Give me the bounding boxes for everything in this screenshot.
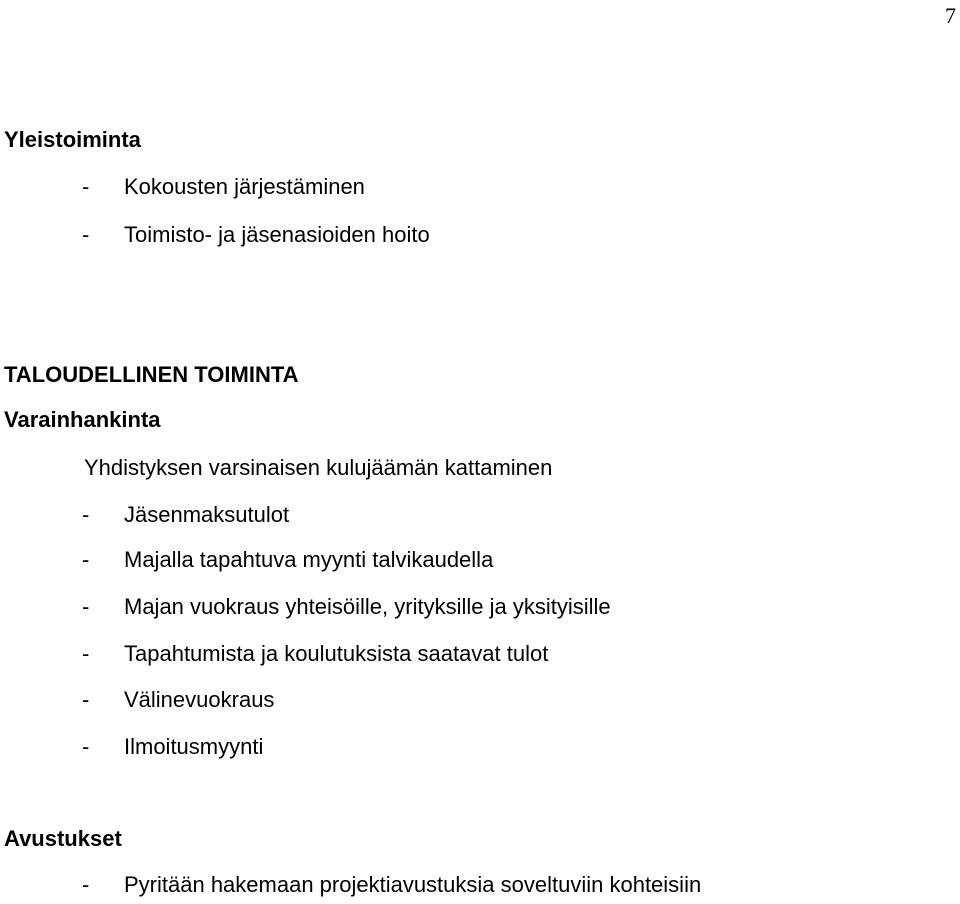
bullet-dash: - xyxy=(82,222,90,247)
list-item-text: Toimisto- ja jäsenasioiden hoito xyxy=(124,222,430,247)
section-title-avustukset: Avustukset xyxy=(4,826,122,851)
subsection-title-varainhankinta: Varainhankinta xyxy=(4,407,161,432)
list-item-text: Kokousten järjestäminen xyxy=(124,174,365,199)
bullet-dash: - xyxy=(82,687,90,712)
list-item-text: Majan vuokraus yhteisöille, yrityksille ja yksityisille xyxy=(124,594,611,619)
list-item-text: Majalla tapahtuva myynti talvikaudella xyxy=(124,547,494,572)
bullet-dash: - xyxy=(82,547,90,572)
list-item-text: Ilmoitusmyynti xyxy=(124,734,264,759)
bullet-dash: - xyxy=(82,594,90,619)
section-title-yleistoiminta: Yleistoiminta xyxy=(4,127,141,152)
list-item-text: Pyritään hakemaan projektiavustuksia soveltuviin kohteisiin xyxy=(124,872,702,897)
list-item-text: Tapahtumista ja koulutuksista saatavat tulot xyxy=(124,641,549,666)
list-item-text: Välinevuokraus xyxy=(124,687,275,712)
bullet-dash: - xyxy=(82,502,90,527)
bullet-dash: - xyxy=(82,174,90,199)
page-number: 7 xyxy=(945,3,956,28)
bullet-dash: - xyxy=(82,872,90,897)
bullet-dash: - xyxy=(82,734,90,759)
subsection-intro: Yhdistyksen varsinaisen kulujäämän kattaminen xyxy=(84,455,553,480)
list-item-text: Jäsenmaksutulot xyxy=(124,502,290,527)
bullet-dash: - xyxy=(82,641,90,666)
section-title-taloudellinen-toiminta: TALOUDELLINEN TOIMINTA xyxy=(4,362,299,387)
